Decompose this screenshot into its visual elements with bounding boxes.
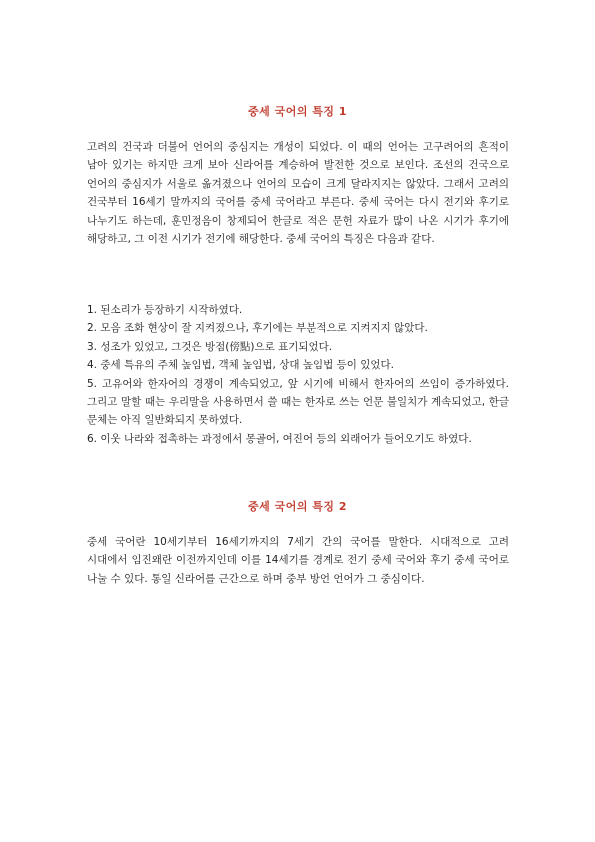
section-2-title: 중세 국어의 특징 2 (247, 500, 348, 513)
section-1-paragraph: 고려의 건국과 더불어 언어의 중심지는 개성이 되었다. 이 때의 언어는 고구려어의 흔적이 남아 있기는 하지만 크게 보아 신라어를 계승하여 발전한 것으로 보인다. 조선의 건국으로 언어의 중심지가 서울로 옮겨졌으나 언어의 모습이 크게 달라지지는 않았다. 그래서 고려의 건국부터 16세기 말까지의 국어를 중세 국어라고 부른다. 중세 국어는 다시 전기와 후기로 나누기도 하는데, 훈민정음이 창제되어 한글로 적은 문헌 자료가 많이 나온 시기가 후기에 해당하고, 그 이전 시기가 전기에 해당한다. 중세 국어의 특징은 다음과 같다. (87, 141, 509, 246)
section-1-feature-list (87, 301, 509, 448)
list-item: 5. 고유어와 한자어의 경쟁이 계속되었고, 앞 시기에 비해서 한자어의 쓰임이 증가하였다. 그리고 말할 때는 우리말을 사용하면서 쓸 때는 한자로 쓰는 언문 불일치가 계속되었고, 한글 문체는 아직 일반화되지 못하였다. (87, 377, 509, 427)
list-item: 4. 중세 특유의 주체 높임법, 객체 높임법, 상대 높임법 등이 있었다. (87, 359, 394, 372)
list-item: 6. 이웃 나라와 접촉하는 과정에서 몽골어, 여진어 등의 외래어가 들어오기도 하였다. (87, 432, 472, 445)
list-item: 1. 된소리가 등장하기 시작하였다. (87, 304, 243, 316)
section-2-paragraph: 중세 국어란 10세기부터 16세기까지의 7세기 간의 국어를 말한다. 시대적으로 고려 시대에서 임진왜란 이전까지인데 이를 14세기를 경계로 전기 중세 국어와 후기 중세 국어로 나눌 수 있다. 통일 신라어를 근간으로 하며 중부 방언 언어가 그 중심이다. (87, 536, 509, 585)
section-1-title: 중세 국어의 특징 1 (247, 105, 348, 118)
list-item: 2. 모음 조화 현상이 잘 지켜졌으나, 후기에는 부분적으로 지켜지지 않았다. (87, 322, 428, 335)
list-item: 3. 성조가 있었고, 그것은 방점(傍點)으로 표기되었다. (87, 340, 333, 353)
